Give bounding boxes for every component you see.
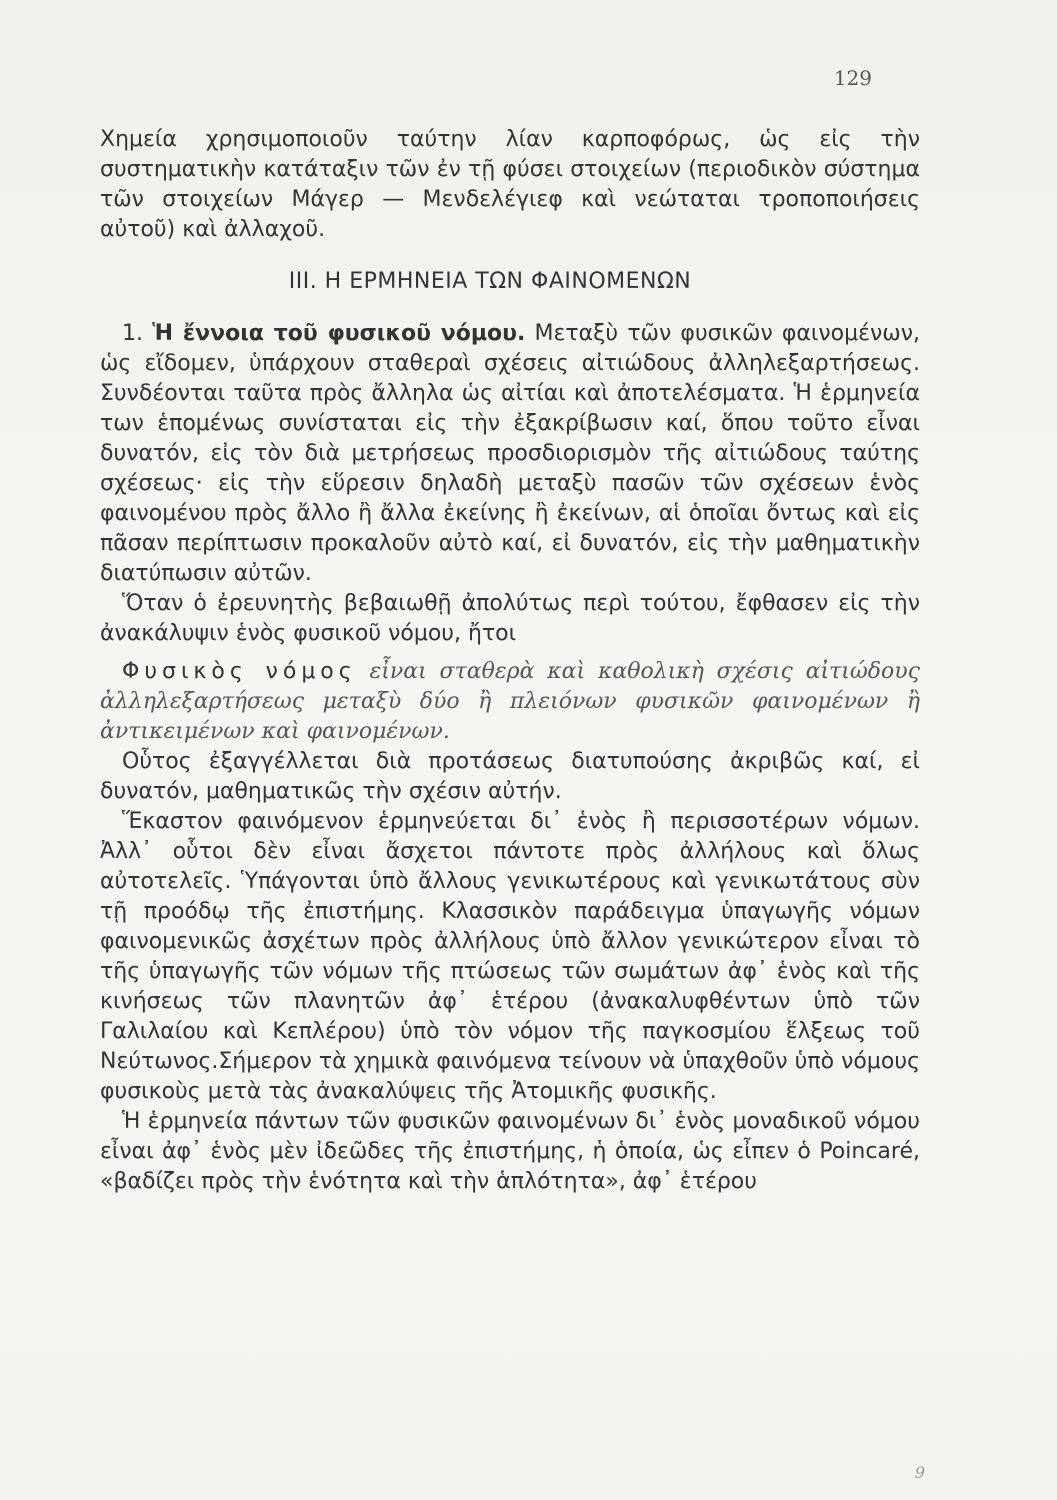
paragraph-unity: Ἡ ἑρμηνεία πάντων τῶν φυσικῶν φαινομένων δι᾽ ἑνὸς μοναδικοῦ νόμου εἶναι ἀφ᾽ ἑνὸς μὲν ἰδεῶδες τῆς ἐπιστήμης, ἡ ὁποία, ὡς εἶπεν ὁ Poincaré, «βαδίζει πρὸς τὴν ἑνότητα καὶ τὴν ἁπλότητα», ἀφ᾽ ἑτέρου	[100, 1109, 920, 1194]
paragraph-formulation: Οὗτος ἐξαγγέλλεται διὰ προτάσεως διατυπούσης ἀκριβῶς καί, εἰ δυνατόν, μαθηματικῶς τὴν σχέσιν αὐτήν.	[100, 749, 920, 804]
law-definition: εἶναι σταθερὰ καὶ καθολικὴ σχέσις αἰτιώδους ἀλληλεξαρτήσεως μεταξὺ δύο ἢ πλειόνων φυσικῶν φαινομένων ἢ ἀντικειμένων καὶ φαινομένων.	[100, 659, 920, 744]
body-text	[100, 125, 920, 1197]
paragraph-subsumption: Ἕκαστον φαινόμενον ἑρμηνεύεται δι᾽ ἑνὸς ἢ περισσοτέρων νόμων. Ἀλλ᾽ οὗτοι δὲν εἶναι ἄσχετοι πάντοτε πρὸς ἀλλήλους καὶ ὅλως αὐτοτελεῖς. Ὑπάγονται ὑπὸ ἄλλους γενικωτέρους καὶ γενικωτάτους σὺν τῇ προόδῳ τῆς ἐπιστήμης. Κλασσικὸν παράδειγμα ὑπαγωγῆς νόμων φαινομενικῶς ἀσχέτων πρὸς ἀλλήλους ὑπὸ ἄλλον γενικώτερον εἶναι τὸ τῆς ὑπαγωγῆς τῶν νόμων τῆς πτώσεως τῶν σωμάτων ἀφ᾽ ἑνὸς καὶ τῆς κινήσεως τῶν πλανητῶν ἀφ᾽ ἑτέρου (ἀνακαλυφθέντων ὑπὸ τῶν Γαλιλαίου καὶ Κεπλέρου) ὑπὸ τὸν νόμον τῆς παγκοσμίου ἕλξεως τοῦ Νεύτωνος.Σήμερον τὰ χημικὰ φαινόμενα τείνουν νὰ ὑπαχθοῦν ὑπὸ νόμους φυσικοὺς μετὰ τὰς ἀνακαλύψεις τῆς Ἀτομικῆς φυσικῆς.	[100, 809, 920, 1104]
paragraph-law-statement	[100, 657, 920, 747]
paragraph-natural-law-definition	[100, 319, 920, 589]
paragraph-intro: Χημεία χρησιμοποιοῦν ταύτην λίαν καρποφόρως, ὡς εἰς τὴν συστηματικὴν κατάταξιν τῶν ἐν τῇ φύσει στοιχείων (περιοδικὸν σύστημα τῶν στοιχείων Μάγερ — Μενδελέγιεφ καὶ νεώταται τροποποιήσεις αὐτοῦ) καὶ ἀλλαχοῦ.	[100, 127, 920, 242]
law-term: Φυσικὸς νόμος	[122, 659, 357, 684]
paragraph-discovery: Ὅταν ὁ ἐρευνητὴς βεβαιωθῇ ἀπολύτως περὶ τούτου, ἔφθασεν εἰς τὴν ἀνακάλυψιν ἑνὸς φυσικοῦ νόμου, ἤτοι	[100, 591, 920, 646]
section-body: Μεταξὺ τῶν φυσικῶν φαινομένων, ὡς εἴδομεν, ὑπάρχουν σταθεραὶ σχέσεις αἰτιώδους ἀλληλεξαρτήσεως. Συνδέονται ταῦτα πρὸς ἄλληλα ὡς αἰτίαι καὶ ἀποτελέσματα. Ἡ ἑρμηνεία των ἑπομένως συνίσταται εἰς τὴν ἐξακρίβωσιν καί, ὅπου τοῦτο εἶναι δυνατόν, εἰς τὸν διὰ μετρήσεως προσδιορισμὸν τῆς αἰτιώδους ταύτης σχέσεως· εἰς τὴν εὕρεσιν δηλαδὴ μεταξὺ πασῶν τῶν σχέσεων ἑνὸς φαινομένου πρὸς ἄλλο ἢ ἄλλα ἐκείνης ἢ ἐκείνων, αἱ ὁποῖαι ὄντως καὶ εἰς πᾶσαν περίπτωσιν προκαλοῦν αὐτὸ καί, εἰ δυνατόν, εἰς τὴν μαθηματικὴν διατύπωσιν αὐτῶν.	[100, 321, 920, 586]
chapter-heading: III. Η ΕΡΜΗΝΕΙΑ ΤΩΝ ΦΑΙΝΟΜΕΝΩΝ	[288, 269, 692, 294]
page-number: 129	[833, 66, 872, 90]
signature-mark: 9	[914, 1463, 925, 1482]
section-number: 1.	[122, 321, 143, 346]
section-title: Ἡ ἔννοια τοῦ φυσικοῦ νόμου.	[152, 321, 526, 346]
